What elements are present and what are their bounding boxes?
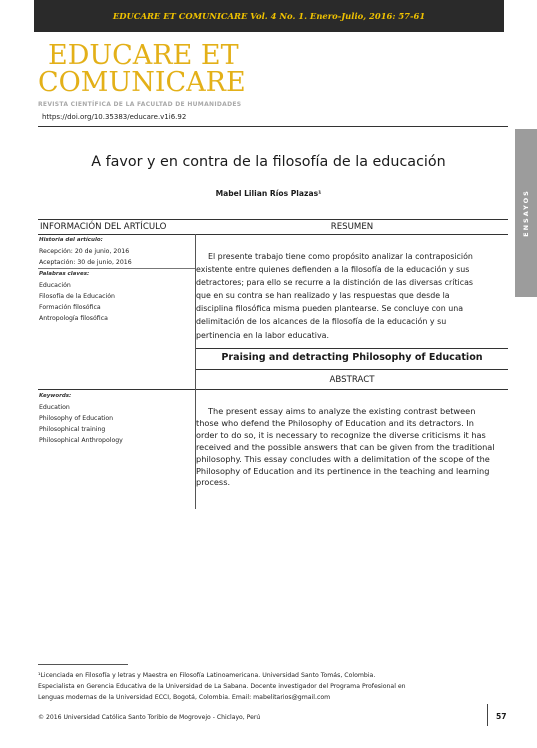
keyword-en-1: Education (39, 404, 70, 411)
accepted-date: Aceptación: 30 de junio, 2016 (39, 259, 132, 266)
copyright-notice: © 2016 Universidad Católica Santo Toribio de Mogrovejo - Chiclayo, Perú (38, 714, 261, 721)
history-label: Historia del artículo: (39, 237, 103, 243)
footnote-line: ¹Licenciada en Filosofía y letras y Maestra en Filosofía Latinoamericana. Universidad Santo Tomás, Colombia. (38, 672, 376, 679)
resumen-line: detractores; para ello se recurre a la distinción de las diversas críticas (196, 278, 474, 288)
logo-line-1: EDUCARE ET (48, 40, 239, 71)
abstract-line: received and the possible answers that can be given from the traditional (196, 441, 495, 452)
resumen-line: existente entre quienes defienden a la filosofía de la educación y sus (196, 265, 470, 275)
keyword-en-2: Philosophy of Education (39, 415, 114, 422)
journal-logo (38, 42, 268, 112)
keyword-es-3: Formación filosófica (39, 304, 101, 311)
footnote-line: Especialista en Gerencia Educativa de la Universidad de La Sabana. Docente investigador del Programa Profesional en (38, 682, 406, 690)
english-title: Praising and detracting Philosophy of Education (221, 352, 483, 363)
journal-citation: EDUCARE ET COMUNICARE Vol. 4 No. 1. Enero-Julio, 2016: 57-61 (112, 11, 426, 21)
english-rule-top (196, 348, 508, 349)
footnote-line: Lenguas modernas de la Universidad ECCI, Bogotá, Colombia. Email: mabelitarios@gmail.com (38, 693, 331, 701)
footnote-rule (38, 664, 128, 665)
keywords-label-en: Keywords: (39, 393, 72, 399)
keywords-label-es: Palabras claves: (39, 271, 90, 277)
keyword-es-1: Educación (39, 282, 71, 289)
journal-banner (34, 0, 504, 32)
abstract-line: Philosophy of Education and its pertinence in the teaching and learning (196, 465, 490, 476)
article-title: A favor y en contra de la filosofía de la educación (91, 154, 446, 170)
resumen-heading: RESUMEN (330, 222, 374, 232)
info-heading: INFORMACIÓN DEL ARTÍCULO (40, 222, 167, 232)
page-number: 57 (496, 712, 507, 721)
resumen-line: que en su contra se han realizado y las respuestas que desde la (196, 291, 450, 301)
article-author: Mabel Lilian Ríos Plazas¹ (215, 189, 322, 198)
resumen-line: pertinencia en la labor educativa. (196, 330, 329, 340)
abstract-rule (38, 389, 508, 390)
abstract-line: those who defend the Philosophy of Education and its detractors. In (196, 417, 474, 428)
keyword-es-2: Filosofía de la Educación (39, 293, 115, 300)
section-tab-label: ENSAYOS (522, 189, 530, 237)
logo-subtitle: REVISTA CIENTÍFICA DE LA FACULTAD DE HUMANIDADES (38, 101, 242, 108)
abstract-line: philosophy. This essay concludes with a delimitation of the scope of the (196, 453, 490, 464)
logo-line-2: COMUNICARE (38, 67, 246, 98)
keyword-en-4: Philosophical Anthropology (39, 437, 123, 444)
header-rule (38, 126, 508, 127)
keyword-es-4: Antropología filosófica (39, 315, 108, 322)
resumen-line: El presente trabajo tiene como propósito analizar la contraposición (208, 252, 473, 261)
resumen-text (196, 250, 508, 342)
resumen-line: delimitación de los alcances de la filosofía de la educación y su (196, 317, 447, 327)
abstract-line: The present essay aims to analyze the existing contrast between (208, 406, 476, 416)
abstract-text (196, 406, 508, 489)
english-rule-mid (196, 369, 508, 370)
section-rule-top (38, 219, 508, 220)
resumen-line: disciplina filosófica misma pueden plantearse. Se concluye con una (196, 304, 464, 314)
section-rule-mid (38, 234, 508, 235)
abstract-line: order to do so, it is necessary to recognize the diverse criticisms it has (196, 429, 486, 440)
doi-link[interactable]: https://doi.org/10.35383/educare.v1i6.92 (42, 113, 187, 121)
abstract-line: process. (196, 477, 231, 488)
footnote (38, 671, 510, 704)
history-rule (38, 268, 195, 269)
received-date: Recepción: 20 de junio, 2016 (39, 248, 130, 255)
abstract-heading: ABSTRACT (329, 375, 375, 385)
footer-divider (487, 704, 488, 726)
keyword-en-3: Philosophical training (39, 426, 106, 433)
